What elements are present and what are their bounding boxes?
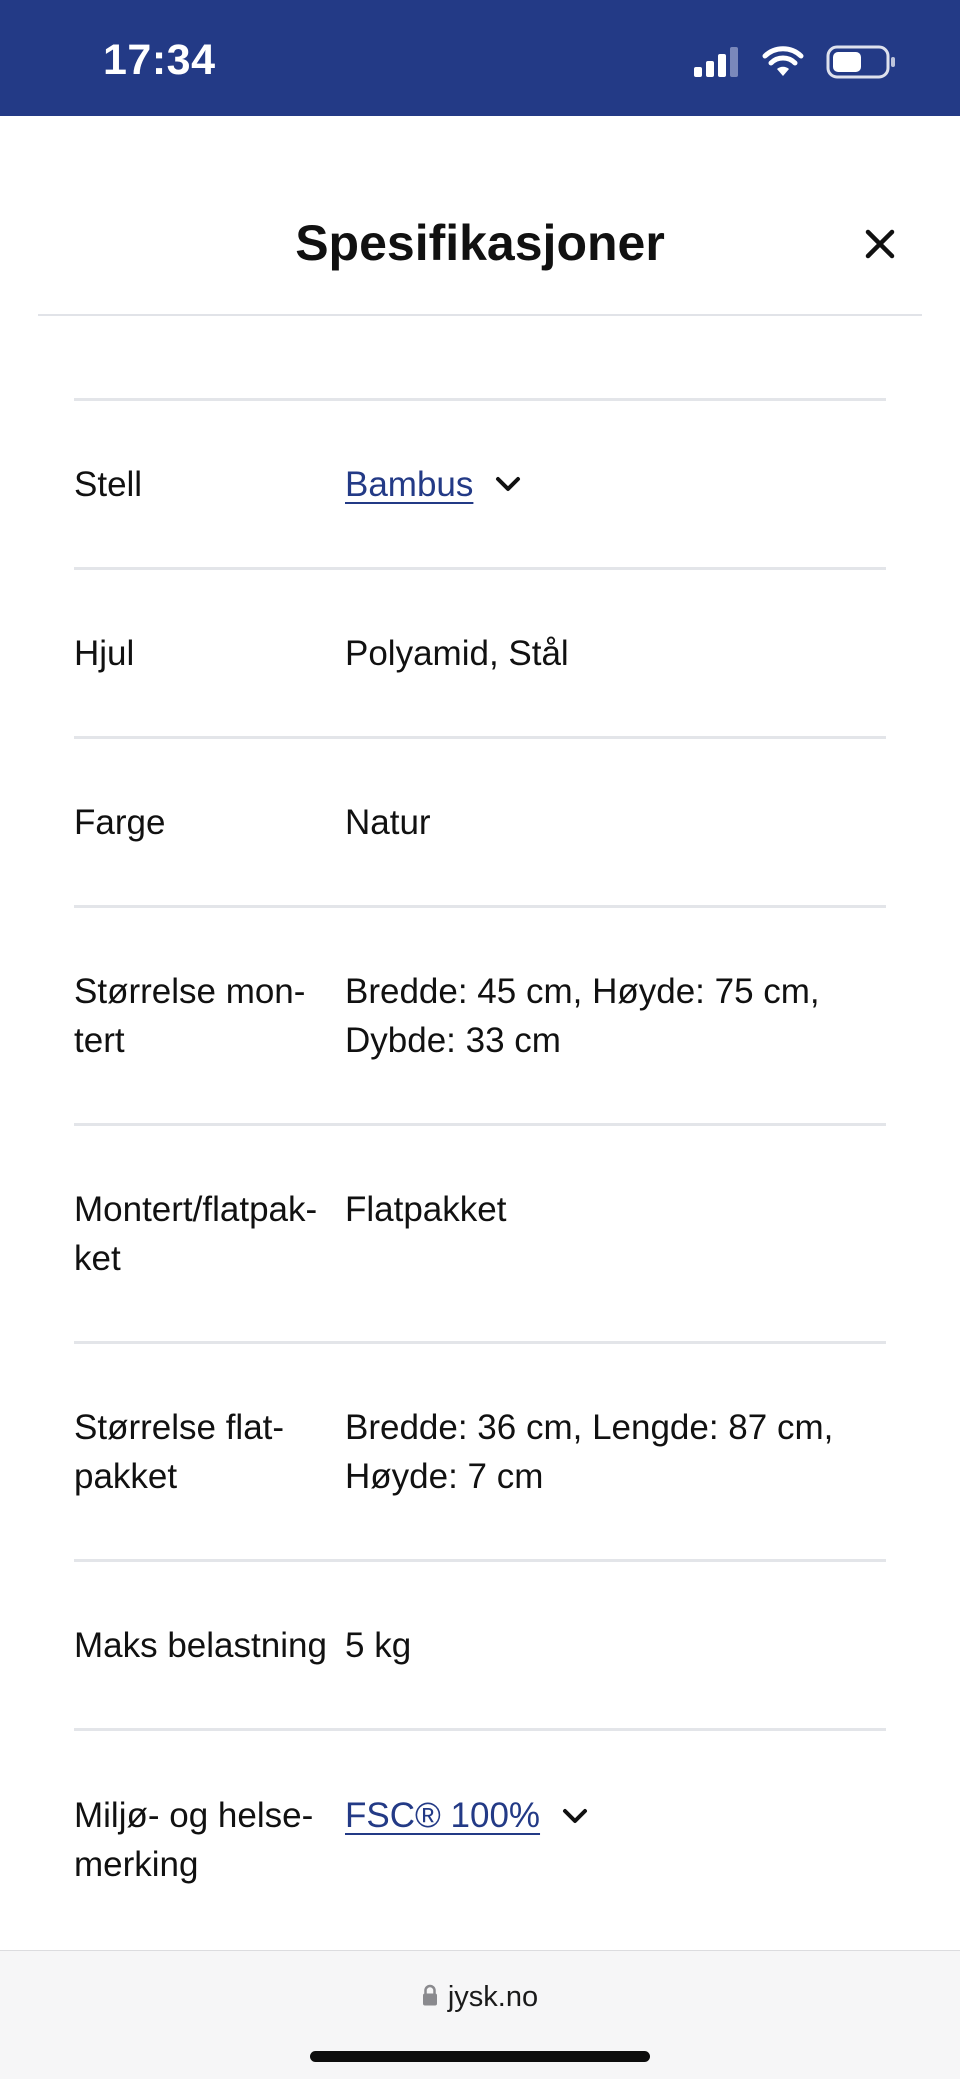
spec-row-miljo-helsemerking bbox=[74, 1731, 886, 1949]
spec-row-farge bbox=[74, 739, 886, 908]
spec-value-line: Dybde: 33 cm bbox=[345, 1020, 561, 1060]
spec-label: Farge bbox=[74, 802, 166, 842]
wifi-icon bbox=[762, 46, 804, 78]
spec-label: Maks belastning bbox=[74, 1625, 327, 1665]
home-indicator[interactable] bbox=[310, 2051, 650, 2062]
spec-value bbox=[345, 967, 886, 1065]
spec-label bbox=[74, 1403, 345, 1501]
spec-label-line: Størrelse mon- bbox=[74, 971, 306, 1011]
battery-icon bbox=[826, 45, 896, 79]
spec-row-montert-flatpakket bbox=[74, 1126, 886, 1344]
spec-value: 5 kg bbox=[345, 1625, 412, 1665]
close-icon bbox=[865, 229, 895, 259]
spec-label-line: Miljø- og helse- bbox=[74, 1796, 314, 1835]
spec-label-line: ket bbox=[74, 1238, 121, 1278]
spec-row-hjul bbox=[74, 570, 886, 739]
spec-label bbox=[74, 1185, 345, 1283]
spec-label-line: tert bbox=[74, 1020, 125, 1060]
spec-label bbox=[74, 967, 345, 1065]
spec-value-line: Høyde: 7 cm bbox=[345, 1456, 544, 1496]
spec-value-line: Flatpakket bbox=[345, 1189, 507, 1229]
spec-value: Polyamid, Stål bbox=[345, 633, 569, 673]
spec-row-stell bbox=[74, 401, 886, 570]
lock-icon bbox=[422, 1981, 438, 2014]
spec-value-line: Bredde: 45 cm, Høyde: 75 cm, bbox=[345, 971, 820, 1011]
spec-label-line: Montert/flatpak- bbox=[74, 1189, 318, 1229]
spec-row-storrelse-montert bbox=[74, 908, 886, 1126]
status-time: 17:34 bbox=[103, 36, 216, 84]
status-bar bbox=[0, 0, 960, 116]
spec-label bbox=[74, 1791, 345, 1889]
bambus-link[interactable]: Bambus bbox=[345, 464, 474, 504]
spec-label: Hjul bbox=[74, 633, 135, 673]
close-button[interactable] bbox=[856, 220, 904, 268]
spec-value bbox=[345, 460, 886, 509]
address-bar[interactable] bbox=[0, 1981, 960, 2014]
spec-label: Stell bbox=[74, 464, 143, 504]
spec-label-line: pakket bbox=[74, 1456, 178, 1496]
spec-value bbox=[345, 1791, 886, 1840]
status-icons bbox=[694, 42, 896, 82]
spec-list bbox=[74, 398, 886, 1949]
page-title: Spesifikasjoner bbox=[295, 215, 665, 271]
browser-bar bbox=[0, 1950, 960, 2079]
url-text: jysk.no bbox=[447, 1981, 539, 2013]
modal-header bbox=[38, 116, 922, 316]
spec-row-storrelse-flatpakket bbox=[74, 1344, 886, 1562]
chevron-down-icon[interactable] bbox=[495, 476, 521, 492]
spec-value: Natur bbox=[345, 802, 431, 842]
spec-label-line: merking bbox=[74, 1845, 199, 1884]
spec-value-line: Bredde: 36 cm, Lengde: 87 cm, bbox=[345, 1407, 834, 1447]
signal-icon bbox=[694, 47, 740, 77]
spec-label-line: Størrelse flat- bbox=[74, 1407, 285, 1447]
spec-value bbox=[345, 1403, 886, 1501]
chevron-down-icon[interactable] bbox=[562, 1808, 588, 1824]
spec-value bbox=[345, 1185, 886, 1283]
spec-row-maks-belastning bbox=[74, 1562, 886, 1731]
spec-value-spacer bbox=[345, 1234, 886, 1283]
fsc-link[interactable]: FSC® 100% bbox=[345, 1796, 541, 1835]
